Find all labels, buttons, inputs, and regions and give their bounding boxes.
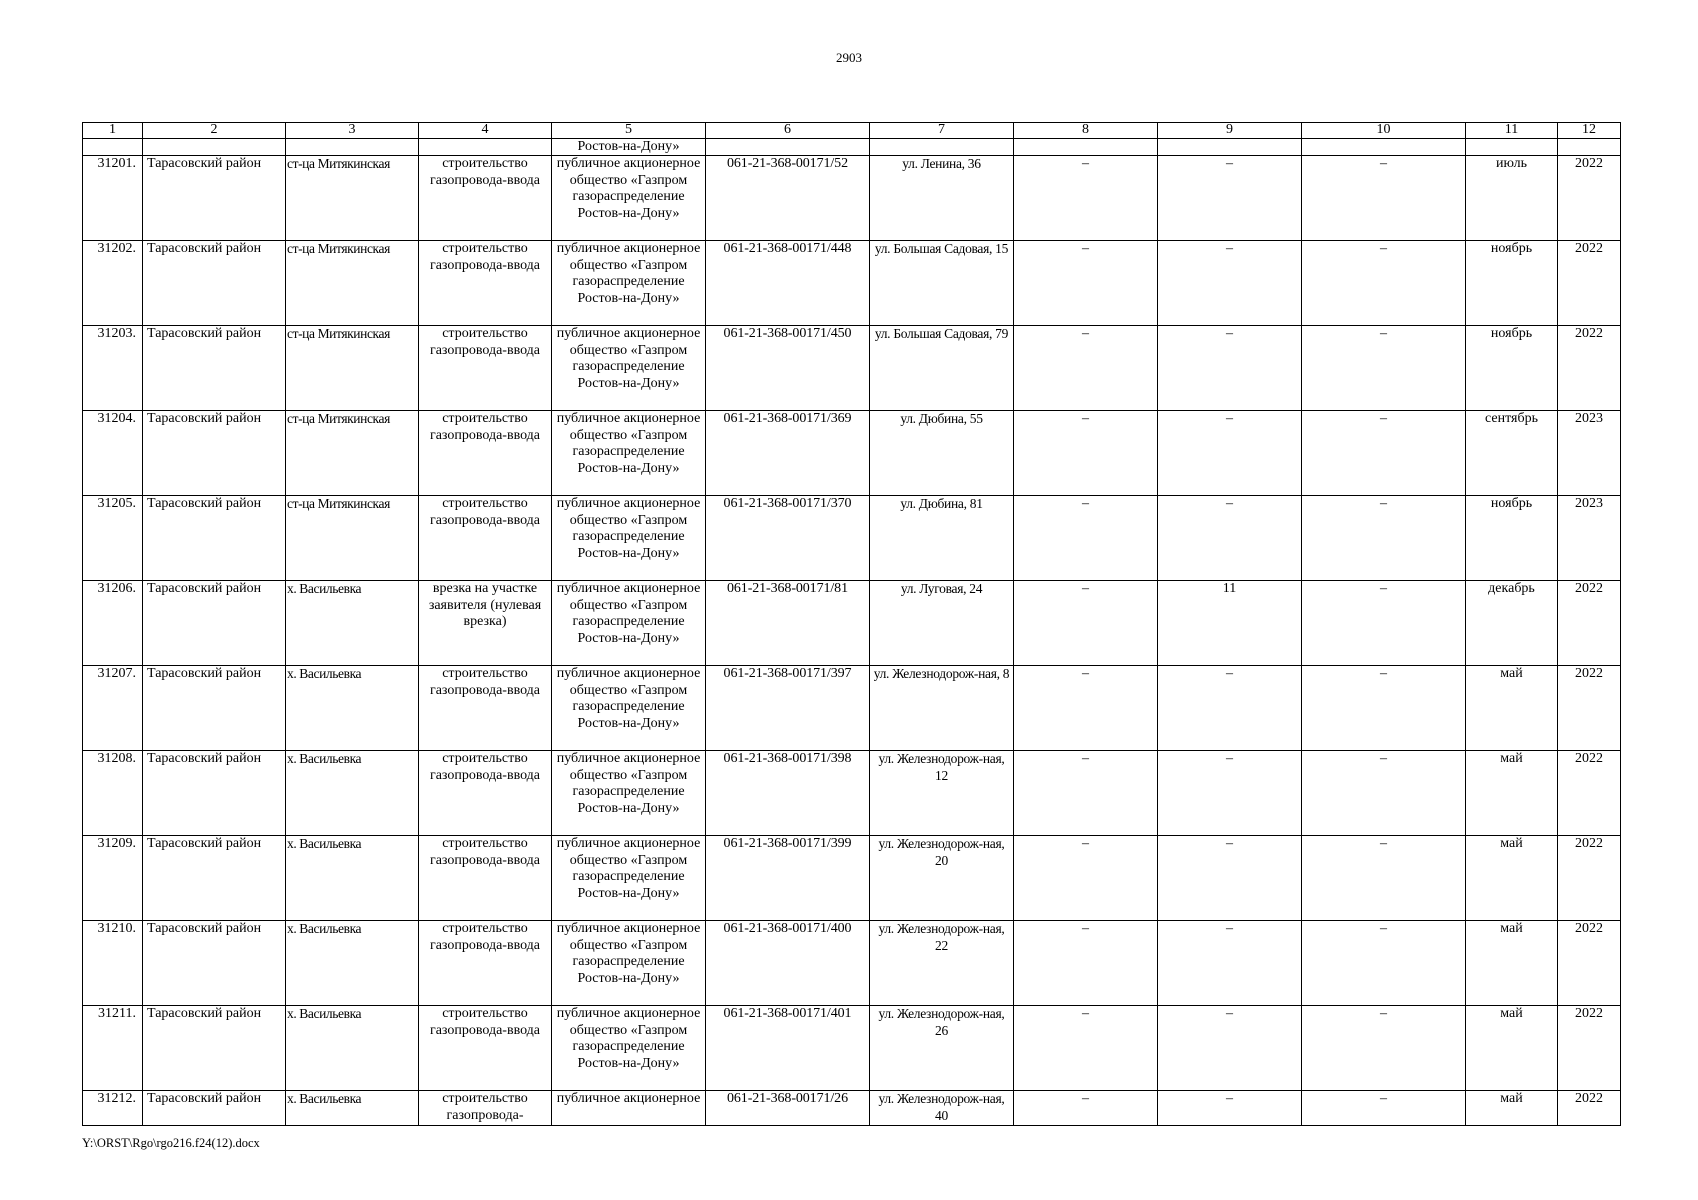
table-cell: ул. Железнодорож-ная, 26 (870, 1006, 1014, 1091)
table-cell: – (1014, 1091, 1158, 1126)
table-cell (1014, 139, 1158, 156)
table-cell: Тарасовский район (143, 241, 286, 326)
table-cell: 061-21-368-00171/52 (706, 156, 870, 241)
table-cell: х. Васильевка (286, 666, 419, 751)
table-cell: 31203. (83, 326, 143, 411)
table-cell: – (1158, 496, 1302, 581)
table-cell: – (1302, 751, 1466, 836)
table-cell (870, 139, 1014, 156)
column-number-cell: 5 (552, 123, 706, 139)
table-cell: – (1302, 156, 1466, 241)
table-cell: – (1014, 241, 1158, 326)
table-cell: Тарасовский район (143, 836, 286, 921)
table-cell: Тарасовский район (143, 1006, 286, 1091)
table-cell: 2022 (1558, 156, 1621, 241)
table-cell: – (1014, 751, 1158, 836)
table-cell (83, 139, 143, 156)
table-cell: – (1014, 496, 1158, 581)
table-cell: 2022 (1558, 751, 1621, 836)
table-cell: 2022 (1558, 836, 1621, 921)
table-cell: – (1158, 921, 1302, 1006)
table-cell: май (1466, 836, 1558, 921)
table-cell: ул. Большая Садовая, 15 (870, 241, 1014, 326)
table-cell: ул. Дюбина, 55 (870, 411, 1014, 496)
table-cell: х. Васильевка (286, 836, 419, 921)
table-cell: 061-21-368-00171/399 (706, 836, 870, 921)
column-number-row (83, 123, 1621, 139)
table-cell: строительство газопровода-ввода (419, 836, 552, 921)
table-cell: строительство газопровода-ввода (419, 326, 552, 411)
table-cell: ст-ца Митякинская (286, 326, 419, 411)
table-cell: публичное акционерное общество «Газпром газораспределение Ростов-на-Дону» (552, 496, 706, 581)
table-cell: х. Васильевка (286, 1091, 419, 1126)
table-cell: Тарасовский район (143, 581, 286, 666)
table-cell: – (1014, 666, 1158, 751)
table-cell: – (1302, 666, 1466, 751)
table-cell: – (1302, 241, 1466, 326)
table-cell (1158, 139, 1302, 156)
table-row (83, 241, 1621, 326)
table-cell: 31206. (83, 581, 143, 666)
table-cell: Тарасовский район (143, 921, 286, 1006)
table-cell: – (1014, 411, 1158, 496)
table-cell: сентябрь (1466, 411, 1558, 496)
table-cell: 061-21-368-00171/398 (706, 751, 870, 836)
table-cell: публичное акционерное общество «Газпром газораспределение Ростов-на-Дону» (552, 1006, 706, 1091)
table-cell: публичное акционерное общество «Газпром газораспределение Ростов-на-Дону» (552, 326, 706, 411)
table-cell: – (1302, 411, 1466, 496)
table-cell: Ростов-на-Дону» (552, 139, 706, 156)
table-cell: – (1158, 326, 1302, 411)
column-number-cell: 3 (286, 123, 419, 139)
table-cell: май (1466, 921, 1558, 1006)
table-cell: 061-21-368-00171/370 (706, 496, 870, 581)
table-cell: – (1302, 1091, 1466, 1126)
table-cell: 2022 (1558, 666, 1621, 751)
table-cell: Тарасовский район (143, 156, 286, 241)
table-cell: публичное акционерное общество «Газпром газораспределение Ростов-на-Дону» (552, 581, 706, 666)
table-cell (706, 139, 870, 156)
table-cell: 31208. (83, 751, 143, 836)
column-number-cell: 1 (83, 123, 143, 139)
table-cell (143, 139, 286, 156)
table-cell: 2023 (1558, 496, 1621, 581)
table-cell: 061-21-368-00171/397 (706, 666, 870, 751)
table-cell (1466, 139, 1558, 156)
gas-connection-table (82, 122, 1621, 1126)
table-cell: публичное акционерное общество «Газпром газораспределение Ростов-на-Дону» (552, 241, 706, 326)
table-cell: – (1158, 836, 1302, 921)
table-cell: строительство газопровода-ввода (419, 411, 552, 496)
table-cell: 2022 (1558, 581, 1621, 666)
table-cell: х. Васильевка (286, 921, 419, 1006)
table-cell: х. Васильевка (286, 581, 419, 666)
table-cell: 061-21-368-00171/401 (706, 1006, 870, 1091)
table-cell: июль (1466, 156, 1558, 241)
table-cell: ст-ца Митякинская (286, 156, 419, 241)
table-cell: строительство газопровода-ввода (419, 241, 552, 326)
column-number-cell: 6 (706, 123, 870, 139)
table-row (83, 836, 1621, 921)
table-cell: ноябрь (1466, 241, 1558, 326)
table-cell: публичное акционерное общество «Газпром газораспределение Ростов-на-Дону» (552, 411, 706, 496)
table-cell: врезка на участке заявителя (нулевая врезка) (419, 581, 552, 666)
table-cell (1558, 139, 1621, 156)
table-cell: – (1158, 1091, 1302, 1126)
table-cell: 31207. (83, 666, 143, 751)
table-cell (419, 139, 552, 156)
table-cell: строительство газопровода-ввода (419, 751, 552, 836)
column-number-cell: 7 (870, 123, 1014, 139)
table-cell: 2023 (1558, 411, 1621, 496)
table-cell: – (1302, 836, 1466, 921)
table-cell: Тарасовский район (143, 496, 286, 581)
table-cell: ул. Дюбина, 81 (870, 496, 1014, 581)
table-cell: декабрь (1466, 581, 1558, 666)
table-cell: 31210. (83, 921, 143, 1006)
table-cell: 31205. (83, 496, 143, 581)
table-cell: ул. Железнодорож-ная, 20 (870, 836, 1014, 921)
table-cell: – (1158, 751, 1302, 836)
table-cell: ул. Железнодорож-ная, 40 (870, 1091, 1014, 1126)
table-row (83, 666, 1621, 751)
table-cell: публичное акционерное общество «Газпром газораспределение Ростов-на-Дону» (552, 836, 706, 921)
table-cell: Тарасовский район (143, 751, 286, 836)
table-cell: – (1302, 496, 1466, 581)
table-cell: май (1466, 1091, 1558, 1126)
table-cell: 31209. (83, 836, 143, 921)
table-row (83, 326, 1621, 411)
table-cell: строительство газопровода-ввода (419, 1006, 552, 1091)
table-cell: ул. Железнодорож-ная, 8 (870, 666, 1014, 751)
table-cell: – (1302, 326, 1466, 411)
page-number: 2903 (836, 50, 862, 65)
table-cell: – (1014, 326, 1158, 411)
table-row (83, 156, 1621, 241)
table-cell: строительство газопровода-ввода (419, 666, 552, 751)
continuation-row (83, 139, 1621, 156)
table-cell: 31211. (83, 1006, 143, 1091)
column-number-cell: 4 (419, 123, 552, 139)
table-cell: 061-21-368-00171/369 (706, 411, 870, 496)
column-number-cell: 8 (1014, 123, 1158, 139)
table-cell: ст-ца Митякинская (286, 411, 419, 496)
table-cell: Тарасовский район (143, 326, 286, 411)
table-cell: май (1466, 1006, 1558, 1091)
table-cell: строительство газопровода-ввода (419, 921, 552, 1006)
table-cell: 2022 (1558, 241, 1621, 326)
table-row (83, 496, 1621, 581)
table-cell: 11 (1158, 581, 1302, 666)
table-cell: – (1302, 1006, 1466, 1091)
table-cell: – (1014, 581, 1158, 666)
table-cell: Тарасовский район (143, 411, 286, 496)
table-cell: ул. Большая Садовая, 79 (870, 326, 1014, 411)
table-cell: – (1014, 921, 1158, 1006)
table-cell: – (1158, 666, 1302, 751)
column-number-cell: 2 (143, 123, 286, 139)
table-cell: 061-21-368-00171/448 (706, 241, 870, 326)
table-cell: май (1466, 751, 1558, 836)
table-cell: – (1158, 1006, 1302, 1091)
table-row (83, 921, 1621, 1006)
table-cell: Тарасовский район (143, 1091, 286, 1126)
table-cell: 2022 (1558, 1091, 1621, 1126)
table-cell: 2022 (1558, 326, 1621, 411)
table-cell: – (1158, 156, 1302, 241)
column-number-cell: 9 (1158, 123, 1302, 139)
table-cell: 061-21-368-00171/26 (706, 1091, 870, 1126)
table-cell: ул. Ленина, 36 (870, 156, 1014, 241)
table-cell: ул. Железнодорож-ная, 12 (870, 751, 1014, 836)
table-cell: ул. Луговая, 24 (870, 581, 1014, 666)
table-cell: – (1014, 156, 1158, 241)
table-cell: ст-ца Митякинская (286, 496, 419, 581)
table-cell: строительство газопровода- (419, 1091, 552, 1126)
table-cell: 2022 (1558, 1006, 1621, 1091)
table-cell (286, 139, 419, 156)
table-row (83, 1091, 1621, 1126)
table-cell: ст-ца Митякинская (286, 241, 419, 326)
table-row (83, 751, 1621, 836)
table-cell: 2022 (1558, 921, 1621, 1006)
table-row (83, 581, 1621, 666)
table-cell: публичное акционерное общество «Газпром газораспределение Ростов-на-Дону» (552, 666, 706, 751)
table-cell: ноябрь (1466, 326, 1558, 411)
table-cell: 31204. (83, 411, 143, 496)
table-cell: публичное акционерное общество «Газпром газораспределение Ростов-на-Дону» (552, 921, 706, 1006)
table-cell: строительство газопровода-ввода (419, 496, 552, 581)
table-cell: публичное акционерное (552, 1091, 706, 1126)
table-cell: 31212. (83, 1091, 143, 1126)
table-cell (1302, 139, 1466, 156)
table-cell: Тарасовский район (143, 666, 286, 751)
table-cell: май (1466, 666, 1558, 751)
table-cell: – (1014, 836, 1158, 921)
footer-file-path: Y:\ORST\Rgo\rgo216.f24(12).docx (82, 1136, 260, 1150)
table-cell: 31201. (83, 156, 143, 241)
column-number-cell: 11 (1466, 123, 1558, 139)
table-cell: – (1302, 581, 1466, 666)
table-cell: ноябрь (1466, 496, 1558, 581)
table-cell: 061-21-368-00171/400 (706, 921, 870, 1006)
table-cell: ул. Железнодорож-ная, 22 (870, 921, 1014, 1006)
table-cell: 061-21-368-00171/81 (706, 581, 870, 666)
table-row (83, 411, 1621, 496)
table-cell: 061-21-368-00171/450 (706, 326, 870, 411)
table-cell: х. Васильевка (286, 1006, 419, 1091)
column-number-cell: 12 (1558, 123, 1621, 139)
table-cell: строительство газопровода-ввода (419, 156, 552, 241)
table-cell: – (1158, 411, 1302, 496)
table-cell: – (1014, 1006, 1158, 1091)
table-cell: – (1158, 241, 1302, 326)
table-cell: х. Васильевка (286, 751, 419, 836)
table-row (83, 1006, 1621, 1091)
table-cell: публичное акционерное общество «Газпром газораспределение Ростов-на-Дону» (552, 751, 706, 836)
table-cell: публичное акционерное общество «Газпром газораспределение Ростов-на-Дону» (552, 156, 706, 241)
column-number-cell: 10 (1302, 123, 1466, 139)
table-cell: 31202. (83, 241, 143, 326)
table-cell: – (1302, 921, 1466, 1006)
